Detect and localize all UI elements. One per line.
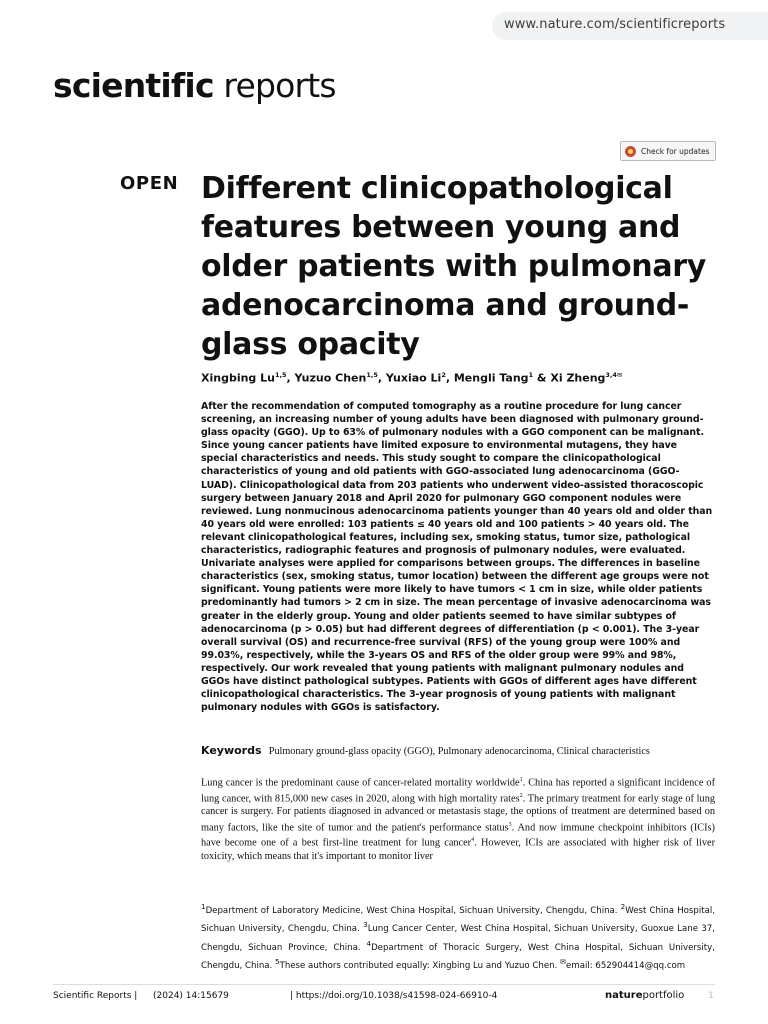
journal-logo-bold: scientific	[53, 66, 214, 105]
keywords-label: Keywords	[201, 744, 262, 757]
body-segment: . The primary treatment for early stage of lung cancer is surgery. For patients diagnosed in advanced or metastasis stage, the options of treatment are determined based on many factors, like the site of tumor and the patient's performance status	[201, 793, 715, 834]
footer-divider	[53, 984, 715, 985]
publisher-logo-light: portfolio	[642, 990, 685, 1001]
footer-doi[interactable]: | https://doi.org/10.1038/s41598-024-66910-4	[290, 991, 498, 1001]
author-affiliation-marker: 1	[528, 371, 534, 379]
affiliation-marker[interactable]: 5	[275, 956, 280, 966]
author-affiliation-marker: 3,4✉	[605, 371, 623, 379]
body-marker[interactable]: 4	[471, 837, 475, 844]
article-title: Different clinicopathological features between young and older patients with pulmonary adenocarcinoma and ground-glass opacity	[201, 171, 707, 362]
crossmark-icon	[625, 146, 636, 157]
affiliation-segment: Lung Cancer Center, West China Hospital, Sichuan University, Guoxue Lane 37, Chengdu, Sichuan Province, China.	[201, 924, 715, 953]
body-marker[interactable]: 1	[519, 777, 523, 783]
affiliation-segment: Department of Thoracic Surgery, West China Hospital, Sichuan University, Chengdu, China.	[201, 942, 715, 971]
body-marker[interactable]: 3	[508, 821, 512, 828]
keywords-line	[201, 744, 650, 757]
author-affiliation-marker: 1,5	[366, 371, 378, 379]
body-segment: . China has reported a significant incidence of lung cancer, with 815,000 new cases in 2020, along with high mortality rates	[201, 777, 715, 805]
affiliation-segment: Department of Laboratory Medicine, West China Hospital, Sichuan University, Chengdu, China.	[205, 905, 621, 916]
author-name[interactable]: Xingbing Lu	[201, 371, 275, 385]
affiliation-marker[interactable]: 1	[201, 902, 206, 911]
author-affiliation-marker: 1,5	[274, 371, 287, 379]
author-list: Xingbing Lu$^{1,5}$, Yuzuo Chen$^{1,5}$, Yuxiao Li$^2$, Mengli Tang$^1$ & Xi Zheng$^{3,4✉}$	[201, 371, 623, 385]
journal-logo-light: reports	[213, 66, 336, 105]
page-number: 1	[708, 991, 714, 1001]
publisher-logo[interactable]	[605, 990, 684, 1001]
body-text	[201, 774, 715, 863]
keywords-text: Pulmonary ground-glass opacity (GGO), Pulmonary adenocarcinoma, Clinical characteristics	[268, 746, 650, 757]
abstract: After the recommendation of computed tomography as a routine procedure for lung cancer screening, an increasing number of young adults have been diagnosed with pulmonary ground-glass opacity (GGO). Up to 63% of pulmonary nodules with a GGO component can be malignant. Since young cancer patients have limited exposure to environmental mutagens, they have special characteristics and needs. This study sought to compare the clinicopathological characteristics of young and old patients with GGO-associated lung adenocarcinoma (GGO-LUAD). Clinicopathological data from 203 patients who underwent video-assisted thoracoscopic surgery between January 2018 and April 2020 for pulmonary GGO component nodules were reviewed. Lung nonmucinous adenocarcinoma patients younger than 40 years old and older than 40 years old were enrolled: 103 patients ≤ 40 years old and 100 patients > 40 years old. The relevant clinicopathological features, including sex, smoking status, tumor size, pathological characteristics, radiographic features and prognosis of pulmonary nodules, were evaluated. Univariate analyses were applied for comparisons between groups. The differences in baseline characteristics (sex, smoking status, tumor location) between the different age groups were not significant. Young patients were more likely to have tumors < 1 cm in size, while older patients predominantly had tumors > 2 cm in size. The mean percentage of invasive adenocarcinoma was greater in the elderly group. Young and older patients seemed to have similar subtypes of adenocarcinoma (p > 0.05) but had different degrees of differentiation (p < 0.001). The 3-year overall survival (OS) and recurrence-free survival (RFS) of the young group were 100% and 99.03%, respectively, while the 3-years OS and RFS of the older group were 99% and 98%, respectively. Our work revealed that young patients with malignant pulmonary nodules and GGOs have distinct pathological subtypes. Patients with GGOs of different ages have different clinicopathological characteristics. The 3-year prognosis of young patients with malignant pulmonary nodules with GGOs is satisfactory.	[201, 401, 713, 714]
affiliations	[201, 900, 715, 973]
publisher-logo-bold: nature	[605, 990, 643, 1001]
footer-volume: (2024) 14:15679	[153, 991, 229, 1001]
affiliation-segment: These authors contributed equally: Xingbing Lu and Yuzuo Chen.	[279, 960, 561, 971]
affiliation-marker[interactable]: 3	[363, 920, 368, 930]
check-for-updates-label: Check for updates	[641, 146, 710, 156]
affiliation-marker[interactable]: 4	[366, 938, 372, 948]
journal-logo[interactable]	[53, 66, 336, 105]
open-access-label: OPEN	[120, 173, 179, 194]
site-url[interactable]: www.nature.com/scientificreports	[504, 17, 726, 32]
body-marker[interactable]: 2	[519, 792, 523, 799]
author-affiliation-marker: 2	[441, 371, 446, 379]
body-segment: . And now immune checkpoint inhibitors (ICIs) have become one of a best first-line treatment for lung cancer	[201, 822, 715, 849]
check-for-updates-button[interactable]	[620, 141, 716, 161]
author-name[interactable]: Yuxiao Li	[385, 371, 442, 385]
footer-journal: Scientific Reports |	[53, 991, 138, 1001]
author-name[interactable]: Yuzuo Chen	[294, 371, 367, 385]
affiliation-segment: West China Hospital, Sichuan University, Chengdu, China.	[201, 905, 715, 935]
author-name[interactable]: Mengli Tang	[453, 371, 529, 385]
body-segment: Lung cancer is the predominant cause of cancer-related mortality worldwide	[201, 777, 520, 789]
affiliation-segment: email: 652904414@qq.com	[566, 960, 686, 971]
affiliation-marker[interactable]: 2	[620, 902, 626, 911]
affiliation-marker[interactable]: ✉	[560, 956, 567, 966]
body-segment: . However, ICIs are associated with higher risk of liver toxicity, which means that it's important to monitor liver	[201, 837, 715, 863]
url-bar[interactable]	[492, 12, 768, 40]
author-name[interactable]: Xi Zheng	[550, 371, 606, 385]
